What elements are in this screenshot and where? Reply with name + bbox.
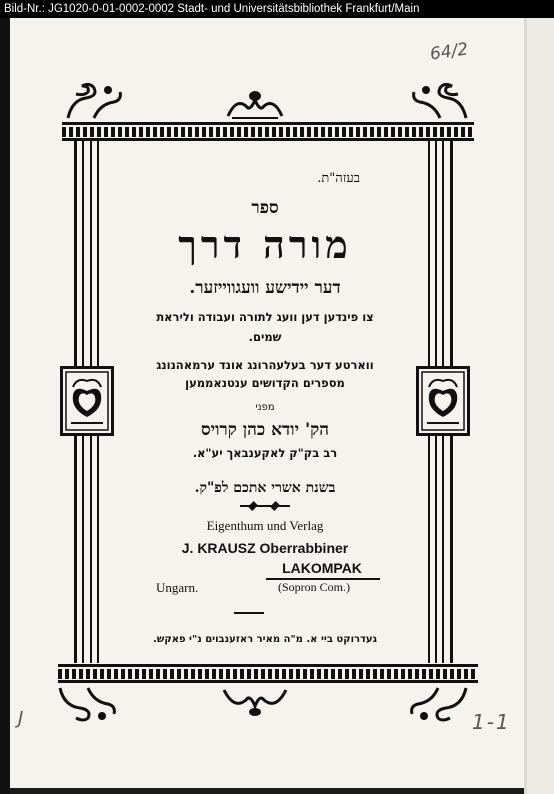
top-border-line-1 xyxy=(62,122,474,125)
purpose-line-2: שמים. xyxy=(248,330,282,344)
bottom-left-corner-ornament xyxy=(54,684,118,724)
bezh-line: בעזה"ת. xyxy=(317,171,360,186)
image-caption-bar xyxy=(0,0,554,18)
publisher-name: J. KRAUSZ Oberrabbiner xyxy=(181,540,349,556)
author-title: רב בק"ק לאקענבאך יע"א. xyxy=(192,446,338,460)
mipenei-label: מפני xyxy=(255,402,275,413)
bottom-right-corner-ornament xyxy=(408,684,472,724)
place-name: LAKOMPAK xyxy=(282,560,362,576)
top-border-line-2 xyxy=(62,138,474,141)
bottom-border-line-1 xyxy=(58,664,478,667)
bottom-border-pattern xyxy=(58,669,478,679)
year-line: בשנת אשרי אתכם לפ"ק. xyxy=(194,480,336,496)
divider-ornament xyxy=(240,502,290,510)
printer-line: געדרוקט ביי א. מ"ה מאיר ראזענבוים נ"י פאקש. xyxy=(152,634,378,645)
description-line-2: מספרים הקדושים ענטנאממען xyxy=(185,376,345,390)
author-line: הק' יודא כהן קרויס xyxy=(200,420,330,440)
scan-left-shadow xyxy=(0,18,10,794)
description-line-1: ווארטע דער בעלעהרונג אונד ערמאהנונג xyxy=(156,358,374,372)
purpose-line-1: צו פינדען דען וועג לתורה ועבודה וליראת xyxy=(156,310,374,324)
county-name: (Sopron Com.) xyxy=(278,580,350,594)
margin-mark-right: 1-1 xyxy=(472,710,511,734)
image-caption: Bild-Nr.: JG1020-0-01-0002-0002 Stadt- und Universitätsbibliothek Frankfurt/Main xyxy=(4,3,420,15)
top-center-ornament xyxy=(222,88,288,122)
country-name: Ungarn. xyxy=(156,580,199,595)
scan-right-edge xyxy=(524,18,554,794)
eigenthum-line: Eigenthum und Verlag xyxy=(206,518,324,533)
sefer-label: ספר xyxy=(251,198,279,218)
top-border-pattern xyxy=(62,127,474,137)
margin-mark-left: J xyxy=(18,708,24,729)
bottom-border-line-2 xyxy=(58,680,478,683)
subtitle: דער יידישע וועגווייזער. xyxy=(189,278,341,298)
bottom-center-ornament xyxy=(218,684,292,718)
shelfmark-handwritten: 64/2 xyxy=(428,39,470,65)
right-medallion xyxy=(416,366,470,436)
short-rule xyxy=(234,612,264,614)
top-left-corner-ornament xyxy=(64,80,124,122)
title-page xyxy=(10,18,524,788)
main-title: מורה דרך xyxy=(178,222,352,267)
left-medallion xyxy=(60,366,114,436)
top-right-corner-ornament xyxy=(410,80,470,122)
